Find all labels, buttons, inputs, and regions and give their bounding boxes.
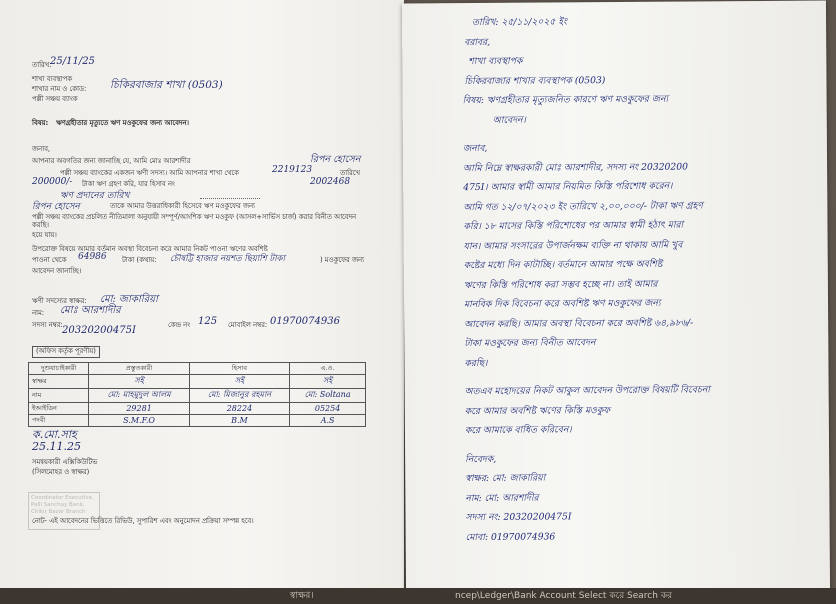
- letter-line: টাকা মওকুফের জন্য বিনীত আবেদন: [464, 337, 596, 350]
- body-line2: পল্লী সঞ্চয় ব্যাংকের একজন ঋণী সদস্য। আমি আপনার শাখা থেকে: [60, 169, 239, 177]
- table-header: প্রস্তুতকারী: [89, 363, 189, 375]
- stamp-text: Coordinator Executive, Palli Sanchay Bank, Chikir Bazar Branch: [31, 495, 94, 516]
- table-header-row: [29, 363, 366, 375]
- letter-line: মোবা: 01970074936: [465, 530, 556, 543]
- verification-table: [28, 362, 366, 427]
- table-cell: A.S: [290, 415, 366, 427]
- mobile-number: 01970074936: [270, 316, 340, 327]
- body-line5: তাকে আমার উত্তরাধিকারী হিসেবে ঋণ মওকুফের জন্য: [110, 202, 256, 210]
- letter-line: করে আমার অবশিষ্ট ঋণের কিস্তি মওকুফ: [464, 404, 610, 417]
- body-line2-hw: 2219123: [272, 165, 313, 175]
- subject-text: ঋণগ্রহীতার মৃত্যুতে ঋণ মওকুফের জন্য আবেদন।: [56, 119, 189, 127]
- letter-line: মানবিক দিক বিবেচনা করে অবশিষ্ট ঋণ মওকুফের জন্য: [464, 297, 661, 311]
- handwritten-application-letter: [402, 1, 830, 596]
- letter-body: [462, 13, 826, 590]
- table-row: [29, 403, 366, 415]
- letter-line: তারিখ: ২৫/১১/২০২৫ ইং: [472, 16, 567, 28]
- body-line7: হয়ে যায়।: [32, 231, 57, 239]
- table-cell: সই: [290, 375, 366, 389]
- table-header: হিসাব: [189, 363, 290, 375]
- body-line4-hw: ঋণ প্রদানের তারিখ: [60, 191, 130, 201]
- footnote: নোট- এই আবেদনের ভিত্তিতে রিভিউ, সুপারিশ এবং অনুমোদন প্রক্রিয়া সম্পন্ন হবে।: [32, 517, 254, 525]
- body-line9-end: ) মওকুফের জন্য: [320, 256, 365, 264]
- salutation: জনাব,: [32, 145, 51, 153]
- letter-line: আবেদন করছি। আমার অবস্থা বিবেচনা করে অবশিষ্ট ৬৪,৯৮৬/-: [464, 316, 694, 330]
- row-label: পদবী: [29, 415, 89, 427]
- applicant-name: মোঃ আরশাদীর: [60, 305, 121, 316]
- applicant-name-label: নাম:: [32, 309, 45, 317]
- letter-line: সদস্য নং: 20320200475I: [465, 511, 572, 524]
- account-label: সদস্য নম্বর:: [32, 321, 63, 329]
- applicant-signature: মো: জাকারিয়া: [100, 294, 158, 305]
- letter-line: বরাবর,: [464, 36, 491, 48]
- centre-label: কেন্দ্র নং: [168, 321, 191, 329]
- addressee-line1: শাখা ব্যবস্থাপক: [32, 75, 72, 83]
- row-label: নাম: [29, 389, 89, 403]
- row-label: ইআইডিন: [29, 403, 89, 415]
- table-cell: সই: [189, 375, 290, 389]
- letter-line: 475I। আমার স্বামী আমার নিয়মিত কিস্তি পরিশোধ করেন।: [463, 180, 673, 194]
- letter-line: শাখা ব্যবস্থাপক: [468, 55, 523, 68]
- letter-line: করছি।: [464, 357, 488, 369]
- letter-line: অতএব মহোদয়ের নিকট আকুল আবেদন উপরোক্ত বিষয়টি বিবেচনা: [464, 384, 710, 398]
- table-row: [29, 389, 366, 403]
- table-row: [29, 375, 366, 389]
- manager-signature: ক.মো.সাহ: [32, 428, 77, 441]
- manager-subtitle: (সিলমোহর ও স্বাক্ষর): [32, 468, 90, 476]
- body-line2-tail: তারিখে: [340, 169, 360, 177]
- letter-line: স্বাক্ষর: মো: জাকারিয়া: [465, 472, 546, 485]
- waiver-amount-words-hw: চৌষট্টি হাজার নয়শত ছিয়াশি টাকা: [170, 254, 285, 264]
- table-cell: 28224: [189, 403, 290, 415]
- letter-line: আবেদন।: [492, 114, 526, 126]
- body-line9-label: পাওনা থেকে: [32, 256, 67, 264]
- branch-name-value: চিকিরবাজার শাখা (0503): [110, 79, 223, 91]
- desk-edge: [0, 588, 836, 604]
- letter-line: আমি গত ১২/০৭/২০২৩ ইং তারিখে ২,০০,০০০/- টাকা ঋণ গ্রহণ: [463, 199, 703, 213]
- table-cell: 05254: [290, 403, 366, 415]
- mobile-label: মোবাইল নম্বর:: [228, 321, 268, 329]
- letter-line: জনাব,: [462, 142, 488, 155]
- body-line6: পল্লী সঞ্চয় ব্যাংকের প্রচলিত নীতিমালা অনুযায়ী সম্পূর্ণ/আংশিক ঋণ মওকুফ (আসল+সার্ভিস চার্জ) করার বিনীত আবেদন করছি।: [32, 213, 357, 229]
- desk-paper-text: ncep\Ledger\Bank Account Select করে Search কর: [455, 591, 673, 601]
- form-date-label: তারিখ:: [32, 61, 52, 69]
- letter-line: নাম: মো: আরশাদীর: [465, 492, 539, 504]
- body-line3: টাকা ঋণ গ্রহণ করি, যার হিসাব নং: [82, 180, 175, 188]
- centre-number: 125: [198, 316, 218, 327]
- letter-line: কষ্টের মধ্যে দিন কাটাচ্ছি। বর্তমানে আমার পক্ষে অবশিষ্ট: [463, 258, 663, 272]
- letter-line: ঋণের কিস্তি পরিশোধ করা সম্ভব হচ্ছে না। তাই আমার: [463, 278, 658, 291]
- letter-line: চিকিরবাজার শাখার ব্যবস্থাপক (0503): [464, 74, 606, 87]
- letter-line: আমি নিম্নে স্বাক্ষরকারী মোঃ আরশাদীর, সদস্য নং 20320200: [463, 160, 688, 174]
- addressee-line3: পল্লী সঞ্চয় ব্যাংক: [32, 95, 78, 103]
- table-cell: S.M.F.O: [89, 415, 189, 427]
- table-cell: মো: Soltana: [290, 389, 366, 403]
- body-line9-tail: টাকা (কথায়:: [122, 256, 157, 264]
- letter-line: নিবেদক,: [465, 453, 497, 465]
- body-line8: উপরোক্ত বিষয়ে আমার বর্তমান অবস্থা বিবেচনা করে আমার নিকট পাওনা ঋণের অবশিষ্ট: [32, 245, 268, 253]
- table-row: [29, 415, 366, 427]
- row-label: স্বাক্ষর: [29, 375, 89, 389]
- letter-line: করি। ১৮ মাসের কিস্তি পরিশোধের পর আমার স্বামী হঠাৎ মারা: [463, 219, 684, 233]
- blank-line: [200, 198, 260, 199]
- letter-line: যান। আমার সংসারের উপার্জনক্ষম ব্যক্তি না থাকায় আমি খুব: [463, 239, 683, 252]
- applicant-signature-label: ঋণী সদস্যের স্বাক্ষর:: [32, 297, 87, 305]
- table-cell: B.M: [189, 415, 290, 427]
- table-cell: মো: মিজানুর রহমান: [189, 389, 290, 403]
- table-cell: মো: মাহমুদুল আলম: [89, 389, 189, 403]
- table-header: এ.ও.: [290, 363, 366, 375]
- body-line3-hw2: 2002468: [310, 177, 351, 187]
- account-number: 20320200475I: [62, 325, 136, 336]
- loan-waiver-form: [0, 0, 404, 595]
- form-date-value: 25/11/25: [50, 56, 95, 67]
- desk-paper-text: স্বাক্ষর।: [289, 590, 314, 602]
- waiver-amount-hw: 64986: [78, 252, 107, 262]
- table-cell: সই: [89, 375, 189, 389]
- body-line10: আবেদন জানাচ্ছি।: [32, 267, 82, 275]
- body-line5-hw: রিপন হোসেন: [32, 202, 80, 212]
- manager-title: সমন্বয়কারী এক্সিকিউটিভ: [32, 458, 98, 466]
- addressee-line2-label: শাখার নাম ও কোড:: [32, 85, 87, 93]
- letter-line: করে আমাকে বাধিত করিবেন।: [464, 424, 572, 437]
- body-line1-hw: রিপন হোসেন: [310, 154, 361, 165]
- body-line1: আপনার অবগতির জন্য জানাচ্ছি যে, আমি মোঃ আরশাদীর: [32, 157, 191, 165]
- manager-sign-date: 25.11.25: [32, 440, 81, 453]
- letter-line: বিষয়: ঋণগ্রহীতার মৃত্যুজনিত কারণে ঋণ মওকুফের জন্য: [462, 93, 669, 107]
- subject-label: বিষয়:: [32, 119, 49, 127]
- table-cell: 29281: [89, 403, 189, 415]
- office-use-note: (অফিস কর্তৃক পূরণীয়): [32, 346, 100, 358]
- body-line3-hw: 200000/-: [32, 177, 73, 187]
- table-header: দুশুযাচাইকারী: [29, 363, 89, 375]
